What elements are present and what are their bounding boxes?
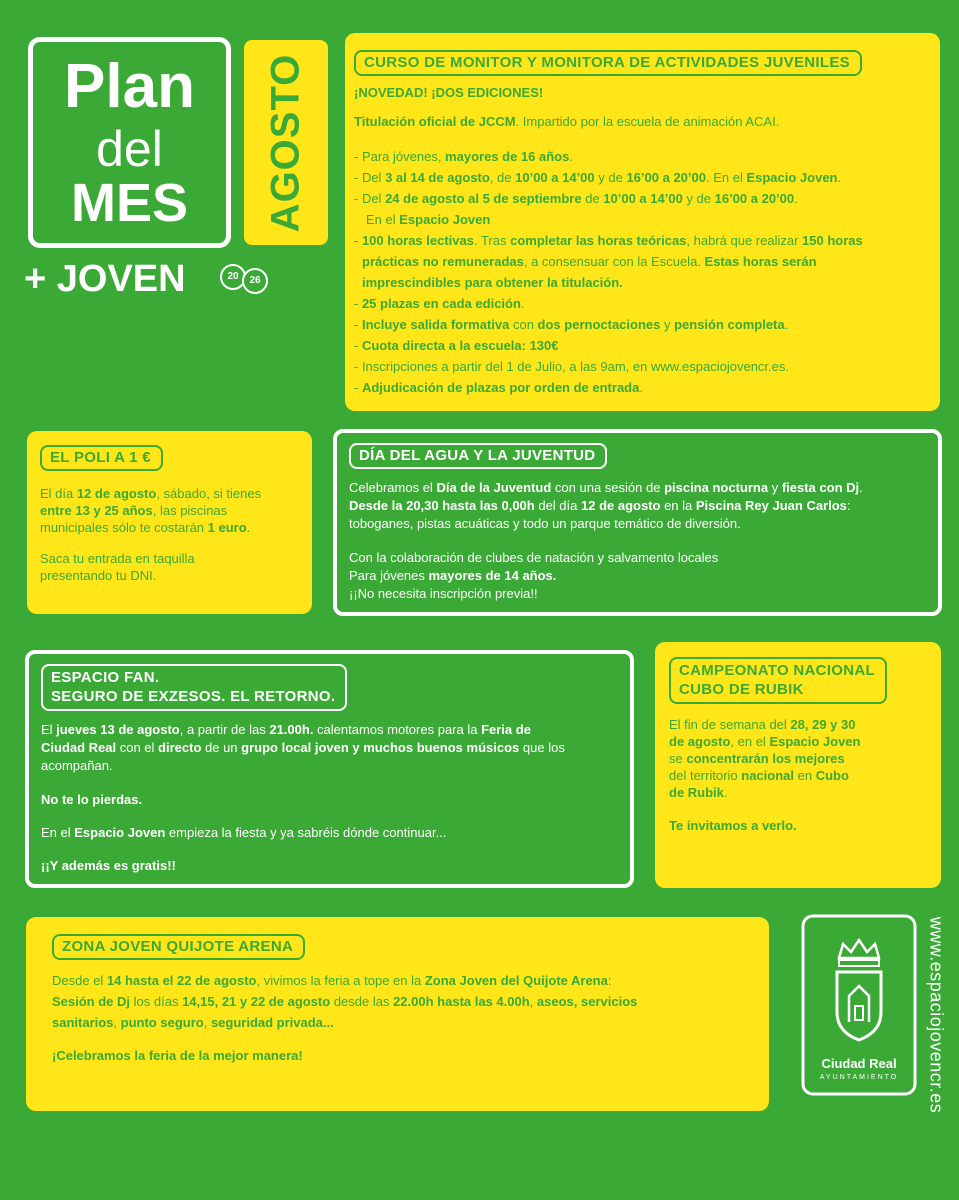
curso-line-9: - Adjudicación de plazas por orden de entrada. [354,380,643,395]
curso-line-8: - Inscripciones a partir del 1 de Julio, a las 9am, en www.espaciojovencr.es. [354,359,789,374]
poli-title: EL POLI A 1 € [40,445,163,471]
rubik-title: CAMPEONATO NACIONAL CUBO DE RUBIK [669,657,887,704]
curso-line-3b: En el Espacio Joven [366,212,491,227]
curso-line-3: - Del 24 de agosto al 5 de septiembre de 10’00 a 14’00 y de 16’00 a 20’00. [354,191,798,206]
month-badge [244,40,328,245]
plus-joven-text: + JOVEN [24,258,186,300]
website-text: www.espaciojovencr.es [926,916,947,1114]
curso-line-4c: imprescindibles para obtener la titulación. [362,275,623,290]
year-part-a: 20 [220,264,246,290]
curso-novedad: ¡NOVEDAD! ¡DOS EDICIONES! [354,85,544,100]
dia-text-2: Con la colaboración de clubes de natación y salvamento locales [349,550,719,565]
logo-plan: Plan [64,52,195,121]
zona-joven-card [26,917,769,1111]
poli-text-1: El día 12 de agosto, sábado, si tienes entre 13 y 25 años, las piscinas municipales sólo te costarán 1 euro. [40,486,262,535]
curso-line-1: - Para jóvenes, mayores de 16 años. [354,149,573,164]
zona-title: ZONA JOVEN QUIJOTE ARENA [52,934,305,960]
curso-line-4b: prácticas no remuneradas, a consensuar con la Escuela. Estas horas serán [362,254,817,269]
fan-text-2: No te lo pierdas. [41,792,143,807]
curso-line-4: - 100 horas lectivas. Tras completar las horas teóricas, habrá que realizar 150 horas [354,233,863,248]
year-part-b: 26 [242,268,268,294]
rubik-text-1: El fin de semana del 28, 29 y 30 de agosto, en el Espacio Joven se concentrarán los mejores del territorio nacional en Cubo de Rubik. [669,717,861,800]
dia-text-3: Para jóvenes mayores de 14 años. [349,568,557,583]
dia-title: DÍA DEL AGUA Y LA JUVENTUD [349,443,607,469]
city-sub: AYUNTAMIENTO [819,1074,899,1081]
city-name: Ciudad Real [821,1056,897,1071]
fan-text-1: El jueves 13 de agosto, a partir de las 21.00h. calentamos motores para la Feria de Ciudad Real con el directo de un grupo local joven y muchos buenos músicos que los acompañan. [41,722,565,773]
espacio-fan-card [25,650,634,888]
ciudad-real-crest [801,914,917,1096]
rubik-card [655,642,941,888]
curso-title: CURSO DE MONITOR Y MONITORA DE ACTIVIDADES JUVENILES [354,50,862,76]
curso-line-2: - Del 3 al 14 de agosto, de 10’00 a 14’00 y de 16’00 a 20’00. En el Espacio Joven. [354,170,842,185]
dia-text-4: ¡¡No necesita inscripción previa!! [349,586,538,601]
plus-joven-logo [24,258,264,318]
rubik-text-2: Te invitamos a verlo. [669,818,797,833]
fan-title: ESPACIO FAN. SEGURO DE EXZESOS. EL RETORNO. [41,664,347,711]
curso-monitor-card [345,33,940,411]
month-label: AGOSTO [263,53,308,232]
website-vertical [920,916,952,1114]
curso-line-6: - Incluye salida formativa con dos pernoctaciones y pensión completa. [354,317,789,332]
dia-text-1: Celebramos el Día de la Juventud con una sesión de piscina nocturna y fiesta con Dj. Desde la 20,30 hasta las 0,00h del día 12 de agosto en la Piscina Rey Juan Carlos: toboganes, pistas acuáticas y todo un parque temático de diversión. [349,480,863,531]
logo-mes: MES [70,173,189,233]
curso-line-7: - Cuota directa a la escuela: 130€ [354,338,559,353]
curso-titulacion: Titulación oficial de JCCM. Impartido por la escuela de animación ACAI. [354,114,780,129]
curso-line-5: - 25 plazas en cada edición. [354,296,525,311]
fan-text-3: En el Espacio Joven empieza la fiesta y ya sabréis dónde continuar... [41,825,447,840]
zona-text-1: Desde el 14 hasta el 22 de agosto, vivimos la feria a tope en la Zona Joven del Quijote Arena: Sesión de Dj los días 14,15, 21 y 22 de agosto desde las 22.00h hasta las 4.00h, aseos, servicios sanitarios, punto seguro, seguridad privada... [52,973,638,1030]
el-poli-card [27,431,312,614]
plan-del-mes-logo [28,37,231,248]
dia-del-agua-card [333,429,942,616]
zona-text-2: ¡Celebramos la feria de la mejor manera! [52,1048,303,1063]
poli-text-2: Saca tu entrada en taquilla presentando tu DNI. [40,551,195,583]
fan-text-4: ¡¡Y además es gratis!! [41,858,176,873]
logo-del: del [96,121,163,177]
